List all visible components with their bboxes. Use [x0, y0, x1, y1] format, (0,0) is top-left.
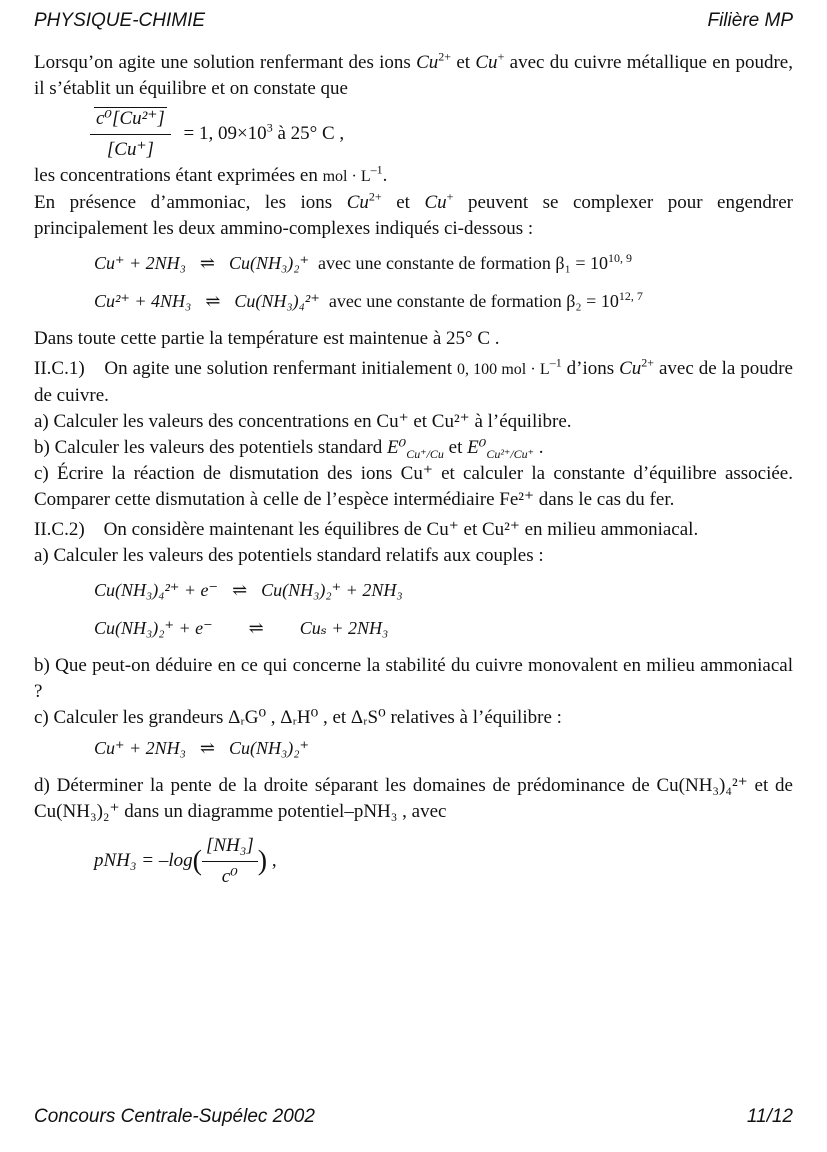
contest-name: Concours Centrale-Supélec 2002: [34, 1106, 315, 1127]
intro-paragraph: Lorsqu’on agite une solution renfermant des ions $Cu^{2+}$ et Cu+ avec du cuivre métallique en poudre, il s’établit un équilibre et on constate que: [34, 49, 793, 99]
question-2-label: II.C.2): [34, 519, 85, 540]
pnh3-definition: pNH₃ = –log( $\frac{\text{[NH₃]}}{\text{c⁰}}$ ) ,: [94, 835, 277, 887]
question-2c: c) Calculer les grandeurs ΔᵣG⁰ , ΔᵣH⁰ , et ΔᵣS⁰ relatives à l’équilibre :: [34, 707, 562, 728]
subject-title: PHYSIQUE-CHIMIE: [34, 10, 206, 31]
track-label: Filière MP: [707, 10, 793, 31]
page-footer: [34, 1106, 793, 1132]
equilibrium-arrow-icon: ⇌: [205, 291, 221, 311]
complex-equation-2: Cu²⁺ + 4NH₃ ⇌ Cu(NH₃)₄²⁺ avec une constante de formation $\beta_2 = 10^{12, 7}$: [94, 288, 793, 314]
formation-equation: Cu⁺ + 2NH₃ ⇌ Cu(NH₃)₂⁺: [94, 735, 793, 761]
page-content: [34, 50, 793, 890]
equilibrium-arrow-icon: ⇌: [199, 738, 216, 758]
question-1b: b) Calculer les valeurs des potentiels standard $E^0_{Cu^+/Cu}$ et $E^0_{Cu^{2+}/Cu^+}$ .: [34, 437, 544, 461]
complex-equation-1: Cu⁺ + 2NH₃ ⇌ Cu(NH₃)₂⁺ avec une constante de formation $\beta_1 = 10^{10, 9}$: [94, 250, 793, 276]
equilibrium-arrow-icon: ⇌: [248, 618, 264, 638]
question-1c: c) Écrire la réaction de dismutation des ions Cu⁺ et calculer la constante d’équilibre associée. Comparer cette dismutation à celle de l’espèce intermédiaire Fe²⁺ dans le cas du fer.: [34, 463, 793, 510]
ratio-equation: $\frac{\text{c⁰[Cu²⁺]}}{[Cu^+]}$ = 1, $09\times 10^3$ à 25° C ,: [90, 106, 793, 163]
question-2d: d) Déterminer la pente de la droite séparant les domaines de prédominance de Cu(NH₃)₄²⁺ et de Cu(NH₃)₂⁺ dans un diagramme potentiel–pNH₃ , avec: [34, 775, 793, 822]
ammonia-paragraph: En présence d’ammoniac, les ions $Cu^{2+}$ et Cu+ peuvent se complexer pour engendrer principalement les deux ammino-complexes indiqués ci-dessous :: [34, 189, 794, 239]
couple-equation-2: Cu(NH₃)₂⁺ + e⁻ ⇌ Cuₛ + 2NH₃: [94, 615, 793, 641]
ratio-fraction: $\frac{\text{c⁰[Cu²⁺]}}{[Cu^+]}$: [90, 106, 171, 163]
question-1-intro: II.C.1) On agite une solution renfermant initialement 0, 100 mol · $L^{-1}$ d’ions $Cu^{2+}$ avec de la poudre de cuivre.: [34, 355, 793, 406]
question-1-label: II.C.1): [34, 358, 85, 379]
equilibrium-arrow-icon: ⇌: [199, 253, 216, 273]
page-number: 11/12: [746, 1106, 793, 1127]
couple-equation-1: Cu(NH₃)₄²⁺ + e⁻ ⇌ Cu(NH₃)₂⁺ + 2NH₃: [94, 577, 793, 603]
concentration-note: les concentrations étant exprimées en mol · $L^{-1}$.: [34, 162, 388, 186]
question-2-intro: II.C.2) On considère maintenant les équilibres de Cu⁺ et Cu²⁺ en milieu ammoniacal.: [34, 519, 699, 540]
page-header: [34, 10, 793, 36]
equilibrium-arrow-icon: ⇌: [232, 580, 248, 600]
question-1a: a) Calculer les valeurs des concentrations en Cu⁺ et Cu²⁺ à l’équilibre.: [34, 411, 572, 432]
temperature-line: Dans toute cette partie la température est maintenue à 25° C .: [34, 328, 500, 349]
question-2a: a) Calculer les valeurs des potentiels standard relatifs aux couples :: [34, 545, 544, 566]
question-2b: b) Que peut-on déduire en ce qui concerne la stabilité du cuivre monovalent en milieu ammoniacal ?: [34, 655, 793, 702]
